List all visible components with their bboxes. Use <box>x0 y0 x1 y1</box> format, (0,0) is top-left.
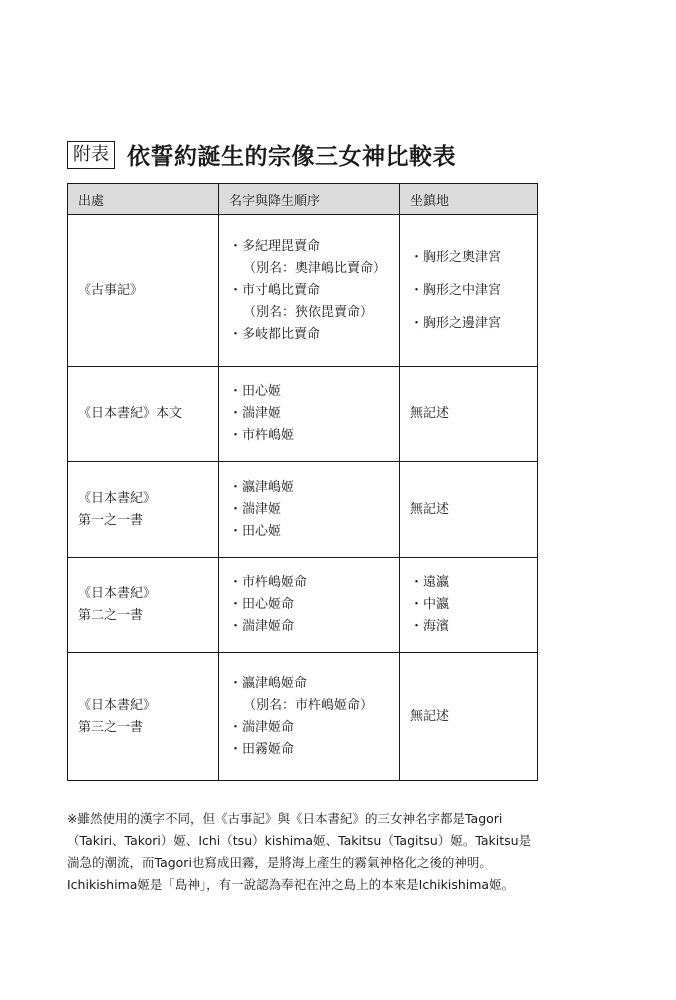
name-line: ・瀛津嶋姬命 <box>229 675 308 691</box>
footnote-line: （Takiri、Takori）姬、Ichi（tsu）kishima姬、Takitsu（Tagitsu）姬。Takitsu是 <box>67 833 532 848</box>
source-line: 第二之一書 <box>78 608 144 623</box>
names-cell <box>219 558 400 653</box>
name-line: ・市杵嶋姬 <box>229 428 295 443</box>
location-line: ・中瀛 <box>410 597 450 612</box>
table-row <box>68 653 538 781</box>
name-line: ・市杵嶋姬命 <box>229 575 308 590</box>
footnote <box>67 808 542 896</box>
name-line: ・瀛津嶋姬 <box>229 479 295 495</box>
title-text: 依誓約誕生的宗像三女神比較表 <box>127 144 456 170</box>
name-line: ・多岐都比賣命 <box>229 326 321 342</box>
table-row <box>68 462 538 558</box>
name-line: ・湍津姬 <box>229 501 282 517</box>
footnote-line: Ichikishima姬是「島神」，有一說認為奉祀在沖之島上的本來是Ichikishima姬。 <box>67 877 515 892</box>
name-line: ・市寸嶋比賣命 <box>229 282 321 298</box>
location-cell <box>400 653 538 781</box>
names-cell <box>219 653 400 781</box>
names-cell <box>219 462 400 558</box>
name-line: ・田心姬 <box>229 523 282 539</box>
names-cell <box>219 367 400 462</box>
name-line: ・田心姬命 <box>229 597 295 612</box>
location-line: 無記述 <box>410 406 450 421</box>
page-title <box>67 138 456 171</box>
source-cell <box>68 215 219 367</box>
header-names: 名字與降生順序 <box>219 184 400 215</box>
name-line: （別名：狹依毘賣命） <box>243 304 374 320</box>
name-line: （別名：奧津嶋比賣命） <box>243 260 387 276</box>
source-line: 《日本書紀》 <box>78 586 157 601</box>
location-cell <box>400 367 538 462</box>
comparison-table <box>67 183 538 781</box>
source-line: 《日本書紀》 <box>78 490 157 506</box>
location-cell <box>400 215 538 367</box>
location-line: ・胸形之奧津宮 <box>410 249 502 265</box>
location-line: ・遠瀛 <box>410 575 450 590</box>
source-cell <box>68 462 219 558</box>
table-row <box>68 558 538 653</box>
source-cell <box>68 653 219 781</box>
footnote-line: ※雖然使用的漢字不同，但《古事記》與《日本書紀》的三女神名字都是Tagori <box>67 811 503 826</box>
source-cell <box>68 367 219 462</box>
source-line: 《古事記》 <box>78 282 144 298</box>
location-cell <box>400 462 538 558</box>
name-line: ・湍津姬命 <box>229 619 295 634</box>
header-location: 坐鎮地 <box>400 184 538 215</box>
name-line: ・多紀理毘賣命 <box>229 238 321 254</box>
header-source: 出處 <box>68 184 219 215</box>
source-line: 《日本書紀》 <box>78 697 157 713</box>
footnote-line: 湍急的潮流，而Tagori也寫成田霧，是將海上產生的霧氣神格化之後的神明。 <box>67 855 492 870</box>
location-line: ・海濱 <box>410 619 450 634</box>
name-line: ・田霧姬命 <box>229 741 295 757</box>
table-header-row <box>68 184 538 215</box>
name-line: ・田心姬 <box>229 384 282 399</box>
source-line: 第三之一書 <box>78 719 144 735</box>
name-line: （別名：市杵嶋姬命） <box>243 697 374 713</box>
location-line: 無記述 <box>410 708 450 724</box>
source-cell <box>68 558 219 653</box>
title-tag: 附表 <box>67 141 115 169</box>
names-cell <box>219 215 400 367</box>
source-line: 第一之一書 <box>78 512 144 528</box>
location-line: ・胸形之中津宮 <box>410 282 502 298</box>
name-line: ・湍津姬命 <box>229 719 295 735</box>
name-line: ・湍津姬 <box>229 406 282 421</box>
table-row <box>68 367 538 462</box>
location-line: ・胸形之邊津宮 <box>410 315 502 331</box>
source-line: 《日本書紀》本文 <box>78 406 183 421</box>
location-cell <box>400 558 538 653</box>
location-line: 無記述 <box>410 501 450 517</box>
table-row <box>68 215 538 367</box>
